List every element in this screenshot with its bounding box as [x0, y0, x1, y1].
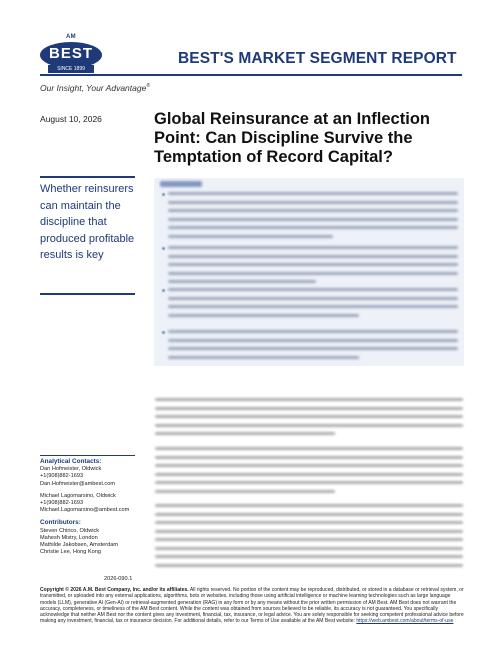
- am-best-logo: [40, 34, 102, 74]
- bullet-point: [162, 289, 165, 292]
- blurred-text-line: [168, 192, 458, 195]
- blurred-text-line: [168, 314, 359, 317]
- logo-since-text: SINCE 1899: [48, 65, 94, 73]
- pull-quote: Whether reinsurers can maintain the discipline that produced profitable results is key: [40, 183, 135, 261]
- blurred-text-line: [155, 473, 463, 476]
- blurred-text-line: [168, 347, 458, 350]
- contributor: Christie Lee, Hong Kong: [40, 549, 101, 556]
- blurred-text-line: [168, 272, 458, 275]
- blurred-text-line: [155, 398, 463, 401]
- blurred-text-line: [155, 447, 463, 450]
- contact-email: Dan.Hofmeister@ambest.com: [40, 480, 116, 487]
- header-divider: [40, 74, 462, 76]
- tagline-text: Our Insight, Your Advantage: [40, 83, 147, 93]
- key-takeaways-heading-blurred: [160, 181, 202, 187]
- blurred-text-line: [168, 288, 458, 291]
- blurred-text-line: [155, 424, 463, 427]
- blurred-text-line: [155, 432, 335, 435]
- blurred-text-line: [155, 530, 463, 533]
- blurred-text-line: [168, 280, 316, 283]
- contact-email: Michael.Lagomarsino@ambest.com: [40, 507, 130, 514]
- contributor: Mahesh Mistry, London: [40, 534, 98, 541]
- document-number: 2026-090.1: [104, 576, 133, 582]
- blurred-text-line: [168, 226, 458, 229]
- contact-name: Michael Lagomarsino, Oldwick: [40, 492, 116, 499]
- blurred-text-line: [155, 490, 335, 493]
- blurred-text-line: [168, 263, 458, 266]
- copyright-text: All rights reserved. No portion of the content may be reproduced, distributed, or stored in a database or retrieval system, or transmitted, or uploaded into any external applications, algorithms, bots or websites, including those using artificial intelligence or machine learning technologies such as large language models (LLM), generative AI (Gen-AI) or retrieval-augmented generation (RAG) in any form or by any means without the prior written permission of AM Best. AM Best does not warrant the accuracy, completeness, or timeliness of the AM Best content. While the content was obtained from sources believed to be reliable, its accuracy is not guaranteed. You specifically acknowledge that neither AM Best nor the content gives any investment, financial, tax, insurance, or legal advice. You are solely responsible for seeking competent professional advice before making any investment, financial, tax or insurance decision. For additional details, refer to our Terms of Use available at the AM Best website:: [40, 587, 464, 625]
- pull-quote-rule-bottom: [40, 293, 135, 295]
- contact-name: Dan Hofmeister, Oldwick: [40, 466, 102, 473]
- blurred-text-line: [168, 209, 458, 212]
- bullet-point: [162, 331, 165, 334]
- analytical-contacts-heading: Analytical Contacts:: [40, 458, 102, 465]
- blurred-text-line: [155, 538, 463, 541]
- blurred-text-line: [155, 464, 463, 467]
- blurred-text-line: [155, 547, 463, 550]
- bullet-point: [162, 247, 165, 250]
- blurred-text-line: [155, 555, 463, 558]
- blurred-text-line: [155, 415, 463, 418]
- tagline: [40, 83, 150, 93]
- blurred-text-line: [168, 330, 458, 333]
- contributor: Steven Chirico, Oldwick: [40, 527, 100, 534]
- blurred-text-line: [168, 201, 458, 204]
- contact-phone: +1(908)882-1693: [40, 500, 84, 507]
- article-headline: Global Reinsurance at an Inflection Point: Can Discipline Survive the Temptation of Record Capital?: [154, 110, 430, 166]
- blurred-text-line: [155, 407, 463, 410]
- logo-best-text: BEST: [48, 45, 93, 62]
- bullet-point: [162, 193, 165, 196]
- terms-of-use-link[interactable]: https://web.ambest.com/about/terms-of-use: [356, 618, 454, 625]
- blurred-text-line: [155, 504, 463, 507]
- blurred-text-line: [168, 255, 458, 258]
- blurred-text-line: [168, 218, 458, 221]
- registered-mark: ®: [146, 83, 151, 90]
- blurred-text-line: [155, 521, 463, 524]
- blurred-text-line: [168, 235, 333, 238]
- publication-date: August 10, 2026: [40, 114, 102, 124]
- blurred-text-line: [155, 564, 463, 567]
- blurred-text-line: [155, 481, 463, 484]
- contact-phone: +1(908)882-1693: [40, 473, 84, 480]
- contacts-sidebar: [40, 458, 140, 556]
- copyright-bold: Copyright © 2026 A.M. Best Company, Inc. and/or its affiliates.: [40, 587, 189, 593]
- blurred-text-line: [155, 456, 463, 459]
- blurred-text-line: [168, 339, 458, 342]
- blurred-text-line: [168, 305, 458, 308]
- copyright-footer: [40, 587, 464, 625]
- contributor: Mathilde Jakobsen, Amsterdam: [40, 542, 119, 549]
- blurred-text-line: [168, 356, 359, 359]
- contacts-divider: [40, 455, 135, 456]
- report-title: BEST'S MARKET SEGMENT REPORT: [178, 50, 457, 67]
- logo-am-text: AM: [66, 34, 76, 40]
- blurred-text-line: [168, 246, 458, 249]
- blurred-text-line: [155, 513, 463, 516]
- pull-quote-rule-top: [40, 176, 135, 178]
- blurred-text-line: [168, 297, 458, 300]
- contributors-heading: Contributors:: [40, 519, 81, 527]
